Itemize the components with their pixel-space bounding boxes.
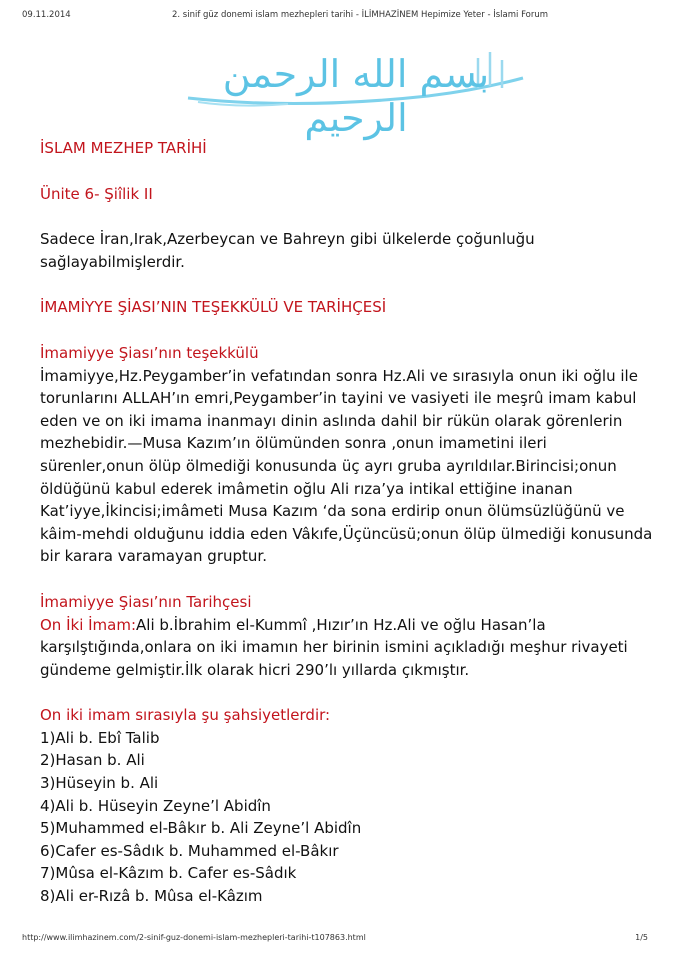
history-lead-text: Ali b.İbrahim el-Kummî ,Hızır’ın Hz.Ali ve oğlu Hasan’la (136, 615, 546, 634)
formation-line: İmamiyye,Hz.Peygamber’in vefatından sonra Hz.Ali ve sırasıyla onun iki oğlu ile (40, 366, 638, 385)
intro-line: Sadece İran,Irak,Azerbeycan ve Bahreyn gibi ülkelerde çoğunluğu (40, 230, 535, 249)
formation-line: sürenler,onun ölüp ölmediği konusunda üç ayrı gruba ayrıldılar.Birincisi;onun (40, 456, 617, 475)
basmala-text: بسم الله الرحمن الرحيم (222, 52, 490, 140)
history-line: karşılştığında,onlara on iki imamın her birinin ismini açıkladığı meşhur rivayeti (40, 638, 628, 657)
list-item: 2)Hasan b. Ali (40, 751, 145, 770)
list-item: 3)Hüseyin b. Ali (40, 774, 159, 793)
list-item: 6)Cafer es-Sâdık b. Muhammed el-Bâkır (40, 841, 339, 860)
list-item: 7)Mûsa el-Kâzım b. Cafer es-Sâdık (40, 864, 297, 883)
history-title: İmamiyye Şiası’nın Tarihçesi (40, 592, 252, 611)
document-body (40, 137, 658, 908)
unit-title: Ünite 6- Şiîlik II (40, 184, 153, 203)
basmala-calligraphy (178, 38, 534, 140)
section-title: İMAMİYYE ŞİASI’NIN TEŞEKKÜLÜ VE TARİHÇESİ (40, 298, 387, 317)
imam-list-title: On iki imam sırasıyla şu şahsiyetlerdir: (40, 706, 331, 725)
page-url: http://www.ilimhazinem.com/2-sinif-guz-donemi-islam-mezhepleri-tarihi-t107863.html (22, 933, 366, 942)
list-item: 1)Ali b. Ebî Talib (40, 728, 160, 747)
list-item: 4)Ali b. Hüseyin Zeyne’l Abidîn (40, 796, 271, 815)
imam-list-section (40, 704, 658, 907)
list-item: 5)Muhammed el-Bâkır b. Ali Zeyne’l Abidîn (40, 819, 362, 838)
intro-paragraph (40, 228, 658, 273)
list-item: 8)Ali er-Rızâ b. Mûsa el-Kâzım (40, 887, 263, 906)
formation-section (40, 342, 658, 568)
history-lead-label: On İki İmam: (40, 615, 137, 634)
history-line: gündeme gelmiştir.İlk olarak hicri 290’lı yıllarda çıkmıştır. (40, 660, 470, 679)
document-heading: İSLAM MEZHEP TARİHİ (40, 139, 207, 157)
page-number: 1/5 (635, 933, 648, 942)
history-lead (40, 614, 658, 637)
print-date: 09.11.2014 (22, 10, 71, 20)
formation-line: torunlarını ALLAH’ın emri,Peygamber’in tayini ve vasiyeti ile meşrû imam kabul (40, 389, 637, 408)
formation-line: bir karara varamayan gruptur. (40, 547, 267, 566)
formation-line: kâim-mehdi olduğunu iddia eden Vâkıfe,Üçüncüsü;onun ölüp ülmediği konusunda (40, 524, 653, 543)
formation-line: öldüğünü kabul ederek imâmetin oğlu Ali rıza’ya intikal ettiğine inanan (40, 479, 573, 498)
history-section (40, 591, 658, 681)
formation-title: İmamiyye Şiası’nın teşekkülü (40, 343, 259, 362)
formation-line: Kat’iyye,İkincisi;imâmeti Musa Kazım ‘da sona erdirip onun ölümsüzlüğünü ve (40, 502, 625, 521)
page-title: 2. sinif güz donemi islam mezhepleri tarihi - İLİMHAZİNEM Hepimize Yeter - İslami Forum (171, 10, 549, 20)
intro-line: sağlayabilmişlerdir. (40, 252, 185, 271)
formation-line: mezhebidir.—Musa Kazım’ın ölümünden sonra ,onun imametini ileri (40, 434, 547, 453)
formation-line: eden ve on iki imama inanmayı dinin aslında dahil bir rükün olarak görenlerin (40, 411, 623, 430)
